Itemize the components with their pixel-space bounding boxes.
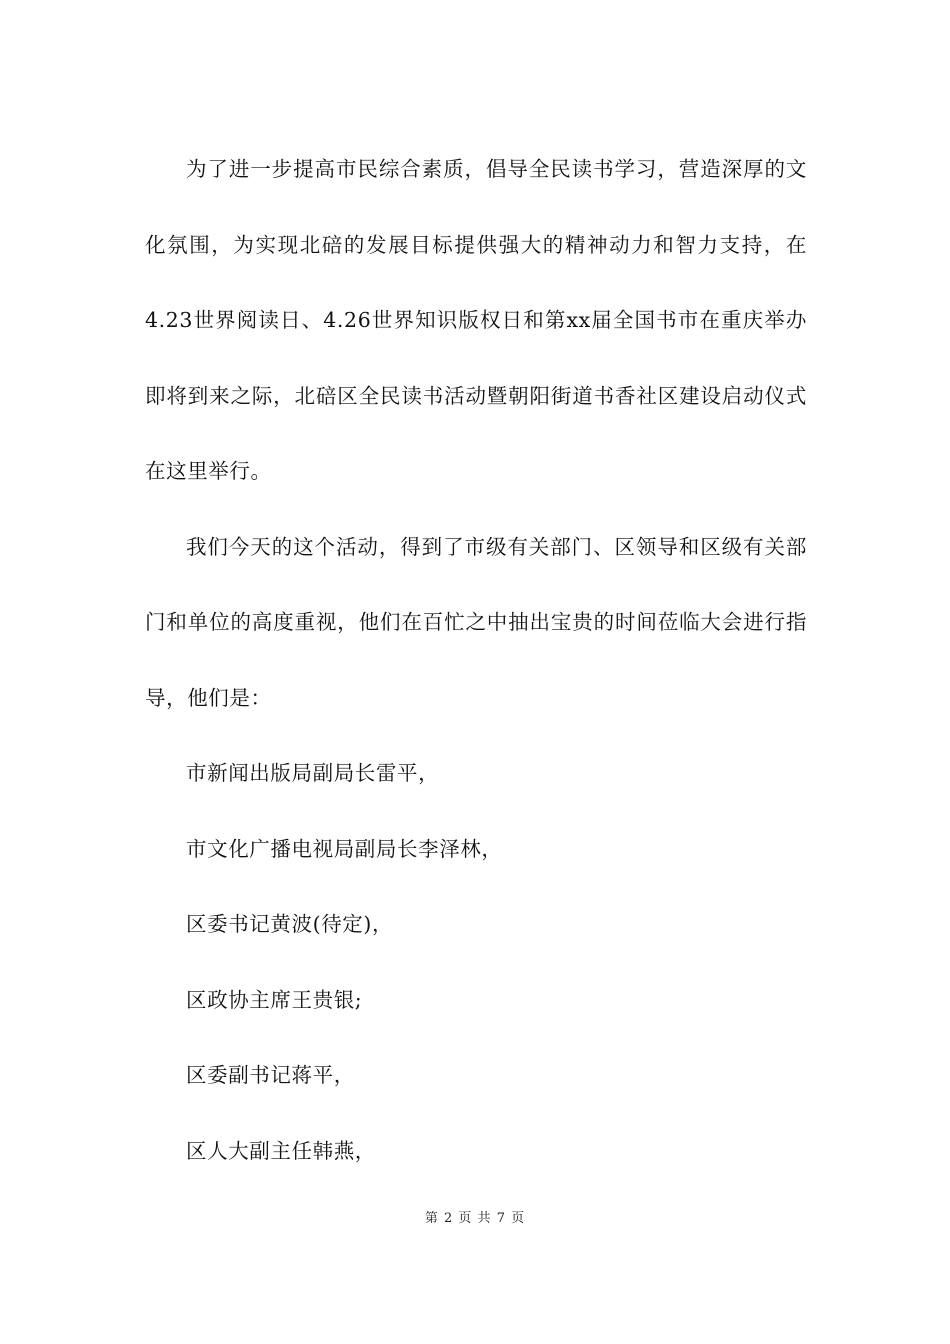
guest-line: 区委书记黄波(待定)， (186, 912, 394, 936)
guest-line: 区人大副主任韩燕， (186, 1138, 376, 1163)
guest-line: 区政协主席王贵银; (186, 987, 363, 1012)
guest-line: 市新闻出版局副局长雷平， (186, 761, 440, 785)
guest-line: 区委副书记蒋平， (186, 1063, 355, 1087)
document-body (145, 132, 807, 1189)
guest-line: 市文化广播电视局副局长李泽林， (186, 836, 503, 861)
page-number-footer: 第 2 页 共 7 页 (424, 1211, 526, 1226)
paragraph-guests-intro: 我们今天的这个活动，得到了市级有关部门、区领导和区级有关部门和单位的高度重视，他们在百忙之中抽出宝贵的时间莅临大会进行指导，他们是： (145, 534, 807, 710)
paragraph-intro: 为了进一步提高市民综合素质，倡导全民读书学习，营造深厚的文化氛围，为实现北碚的发展目标提供强大的精神动力和智力支持，在 4.23世界阅读日、4.26世界知识版权日和第xx届全国书市在重庆举办即将到来之际，北碚区全民读书活动暨朝阳街道书香社区建设启动仪式在这里举行。 (145, 157, 807, 483)
